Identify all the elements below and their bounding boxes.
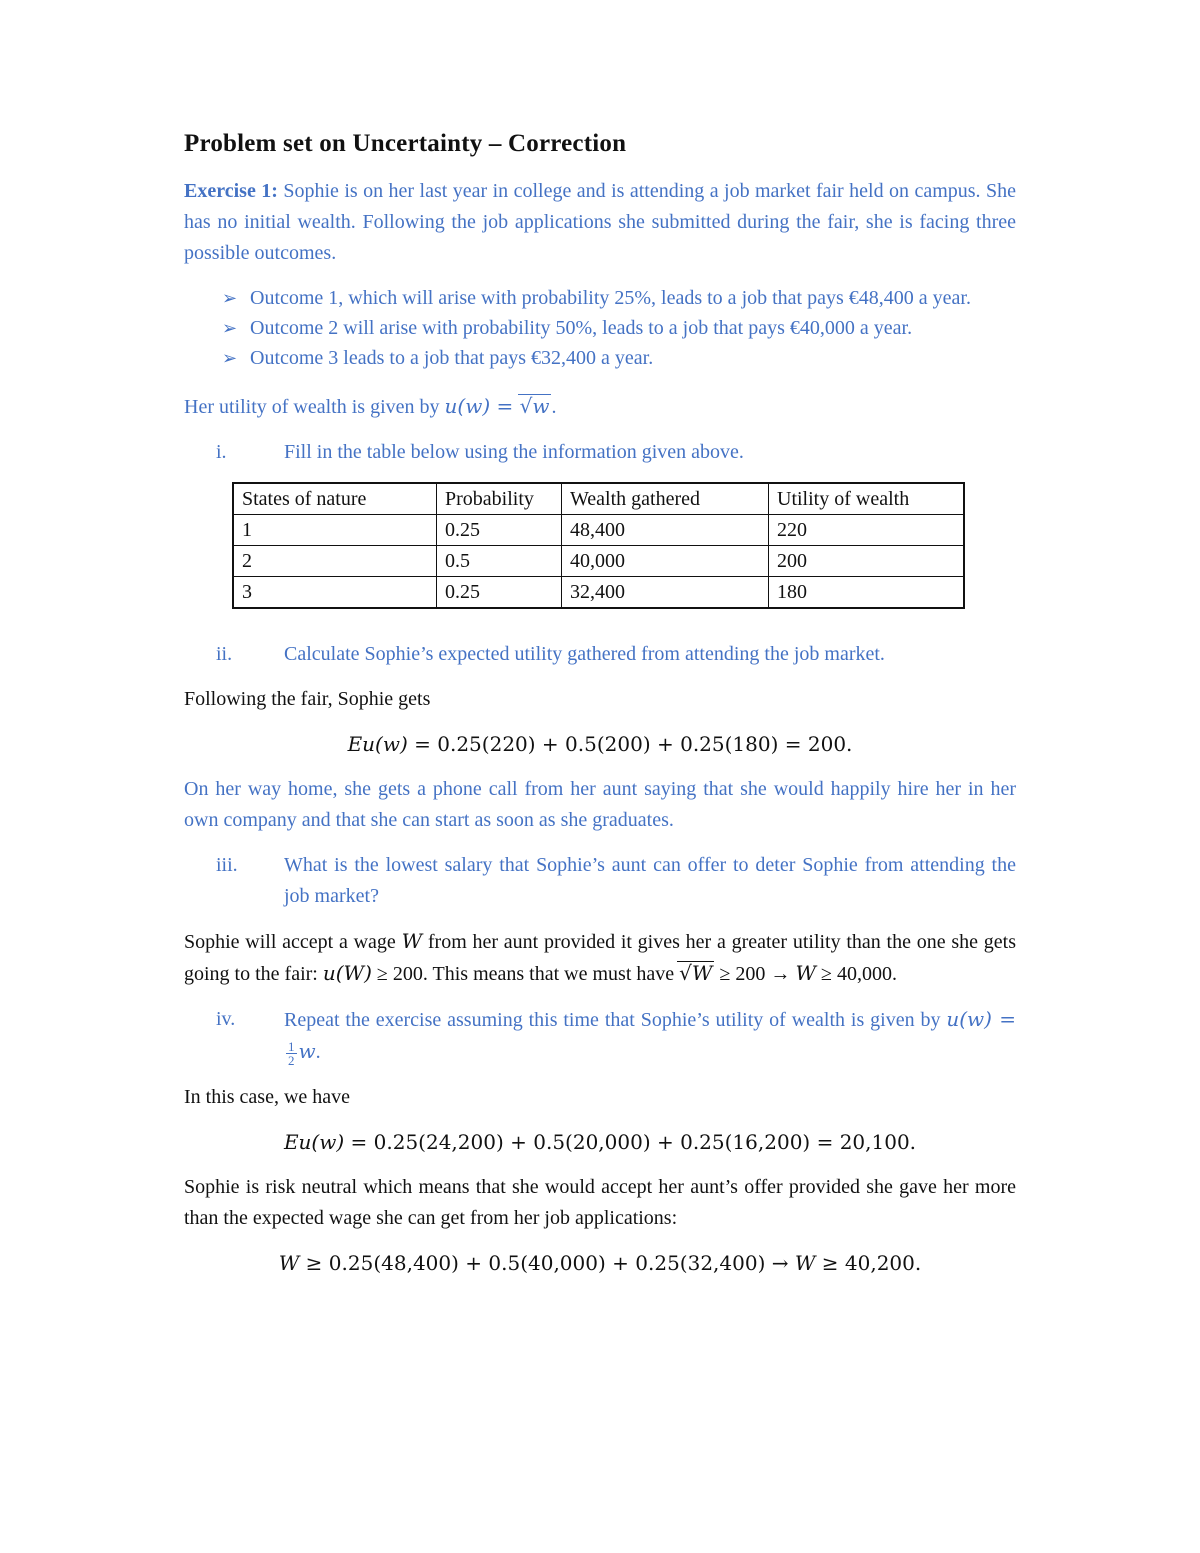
- answer-iv-text: Sophie is risk neutral which means that she would accept her aunt’s offer provided she gave her more than the expected wage she can get from her job applications:: [184, 1176, 1016, 1229]
- equation-mid: ≥ 0.25(48,400) + 0.5(40,000) + 0.25(32,400) →: [299, 1251, 795, 1275]
- table-cell: 1: [233, 515, 437, 546]
- fraction-numerator: 1: [288, 1038, 295, 1054]
- aunt-call-paragraph: On her way home, she gets a phone call from her aunt saying that she would happily hire her in her own company and that she can start as soon as she graduates.: [184, 778, 1016, 831]
- math-var: W: [691, 961, 713, 985]
- equation-expected-utility-linear: [184, 1127, 1016, 1158]
- answer-iii: [184, 926, 1016, 990]
- outcomes-list: [184, 283, 1016, 373]
- table-cell: 3: [233, 577, 437, 609]
- equation-rhs: = 0.25(220) + 0.5(200) + 0.25(180) = 200.: [407, 732, 853, 756]
- list-item: [222, 313, 1016, 343]
- table-cell: 0.5: [437, 546, 562, 577]
- arrow-bullet-icon: ➢: [222, 288, 238, 308]
- answer-text: ≥ 200. This means that we must have: [371, 963, 680, 985]
- table-header-row: [233, 483, 964, 515]
- question-text-main: Repeat the exercise assuming this time that Sophie’s utility of wealth is given by: [284, 1009, 947, 1031]
- table-row: [233, 577, 964, 609]
- math-var: W: [278, 1251, 300, 1275]
- fraction: [286, 1040, 297, 1067]
- table-cell: 40,000: [562, 546, 769, 577]
- list-item: [222, 343, 1016, 373]
- math-var: W: [795, 961, 816, 985]
- outcome-text: Outcome 3 leads to a job that pays €32,400 a year.: [250, 347, 654, 369]
- math-var: W: [794, 1251, 816, 1275]
- equation-lhs: Eu(w): [347, 732, 408, 756]
- equation-lhs: Eu(w): [283, 1130, 345, 1154]
- question-number: ii.: [216, 643, 233, 665]
- answer-text: ≥ 40,000.: [816, 963, 897, 985]
- table-header: States of nature: [233, 483, 437, 515]
- math-expr: u(W): [322, 961, 372, 985]
- outcome-text: Outcome 1, which will arise with probability 25%, leads to a job that pays €48,400 a year.: [250, 287, 971, 309]
- arrow-bullet-icon: ➢: [222, 318, 238, 338]
- question-text: Fill in the table below using the information given above.: [284, 441, 744, 463]
- table-header: Wealth gathered: [562, 483, 769, 515]
- question-text: [284, 1004, 1016, 1068]
- utility-arg: w: [532, 394, 550, 418]
- document-content: [184, 130, 1016, 1279]
- table-cell: 32,400: [562, 577, 769, 609]
- table-cell: 2: [233, 546, 437, 577]
- utility-function: u(w) =: [444, 394, 520, 418]
- exercise-intro: [184, 176, 1016, 269]
- exercise-label: Exercise 1:: [184, 180, 278, 202]
- equation-expected-utility: [184, 729, 1016, 760]
- table-header: Utility of wealth: [769, 483, 965, 515]
- table-header: Probability: [437, 483, 562, 515]
- table-cell: 220: [769, 515, 965, 546]
- math-var: w: [298, 1039, 316, 1063]
- question-i: [184, 437, 1016, 468]
- sqrt-symbol: √W: [679, 961, 713, 985]
- answer-ii-lead: Following the fair, Sophie gets: [184, 688, 431, 710]
- table-cell: 0.25: [437, 577, 562, 609]
- table-cell: 48,400: [562, 515, 769, 546]
- page-title: Problem set on Uncertainty – Correction: [184, 130, 627, 157]
- states-table: [232, 482, 965, 609]
- question-iv: [184, 1004, 1016, 1068]
- answer-text: Sophie will accept a wage: [184, 931, 402, 953]
- arrow-bullet-icon: ➢: [222, 348, 238, 368]
- question-number: iii.: [216, 854, 238, 876]
- equation-end: ≥ 40,200.: [815, 1251, 922, 1275]
- question-iii: [184, 850, 1016, 912]
- answer-text: ≥ 200 →: [714, 963, 796, 985]
- table-cell: 0.25: [437, 515, 562, 546]
- table-row: [233, 515, 964, 546]
- question-number: iv.: [216, 1008, 236, 1030]
- question-text: What is the lowest salary that Sophie’s aunt can offer to deter Sophie from attending the job market?: [284, 854, 1016, 907]
- question-ii: [184, 639, 1016, 670]
- question-suffix: .: [315, 1041, 321, 1063]
- math-var: W: [401, 929, 423, 953]
- exercise-intro-text: Sophie is on her last year in college and is attending a job market fair held on campus. She has no initial wealth. Following the job applications she submitted during the fair, she is facing three possible outcomes.: [184, 180, 1016, 264]
- utility-suffix: .: [551, 396, 557, 418]
- list-item: [222, 283, 1016, 313]
- math-expr: u(w) =: [946, 1007, 1016, 1031]
- fraction-denominator: 2: [288, 1052, 295, 1068]
- equation-rhs: = 0.25(24,200) + 0.5(20,000) + 0.25(16,200) = 20,100.: [344, 1130, 917, 1154]
- table-row: [233, 546, 964, 577]
- utility-statement: [184, 391, 1016, 423]
- question-text: Calculate Sophie’s expected utility gathered from attending the job market.: [284, 643, 885, 665]
- table-cell: 200: [769, 546, 965, 577]
- answer-iv-lead: In this case, we have: [184, 1086, 351, 1108]
- table-cell: 180: [769, 577, 965, 609]
- outcome-text: Outcome 2 will arise with probability 50%, leads to a job that pays €40,000 a year.: [250, 317, 913, 339]
- question-number: i.: [216, 441, 227, 463]
- answer-text: from her aunt provided it gives her a greater utility than the one she gets going to the fair:: [184, 931, 1016, 985]
- equation-expected-wage: [184, 1248, 1016, 1279]
- utility-prefix: Her utility of wealth is given by: [184, 396, 445, 418]
- sqrt-symbol: √w: [519, 394, 550, 418]
